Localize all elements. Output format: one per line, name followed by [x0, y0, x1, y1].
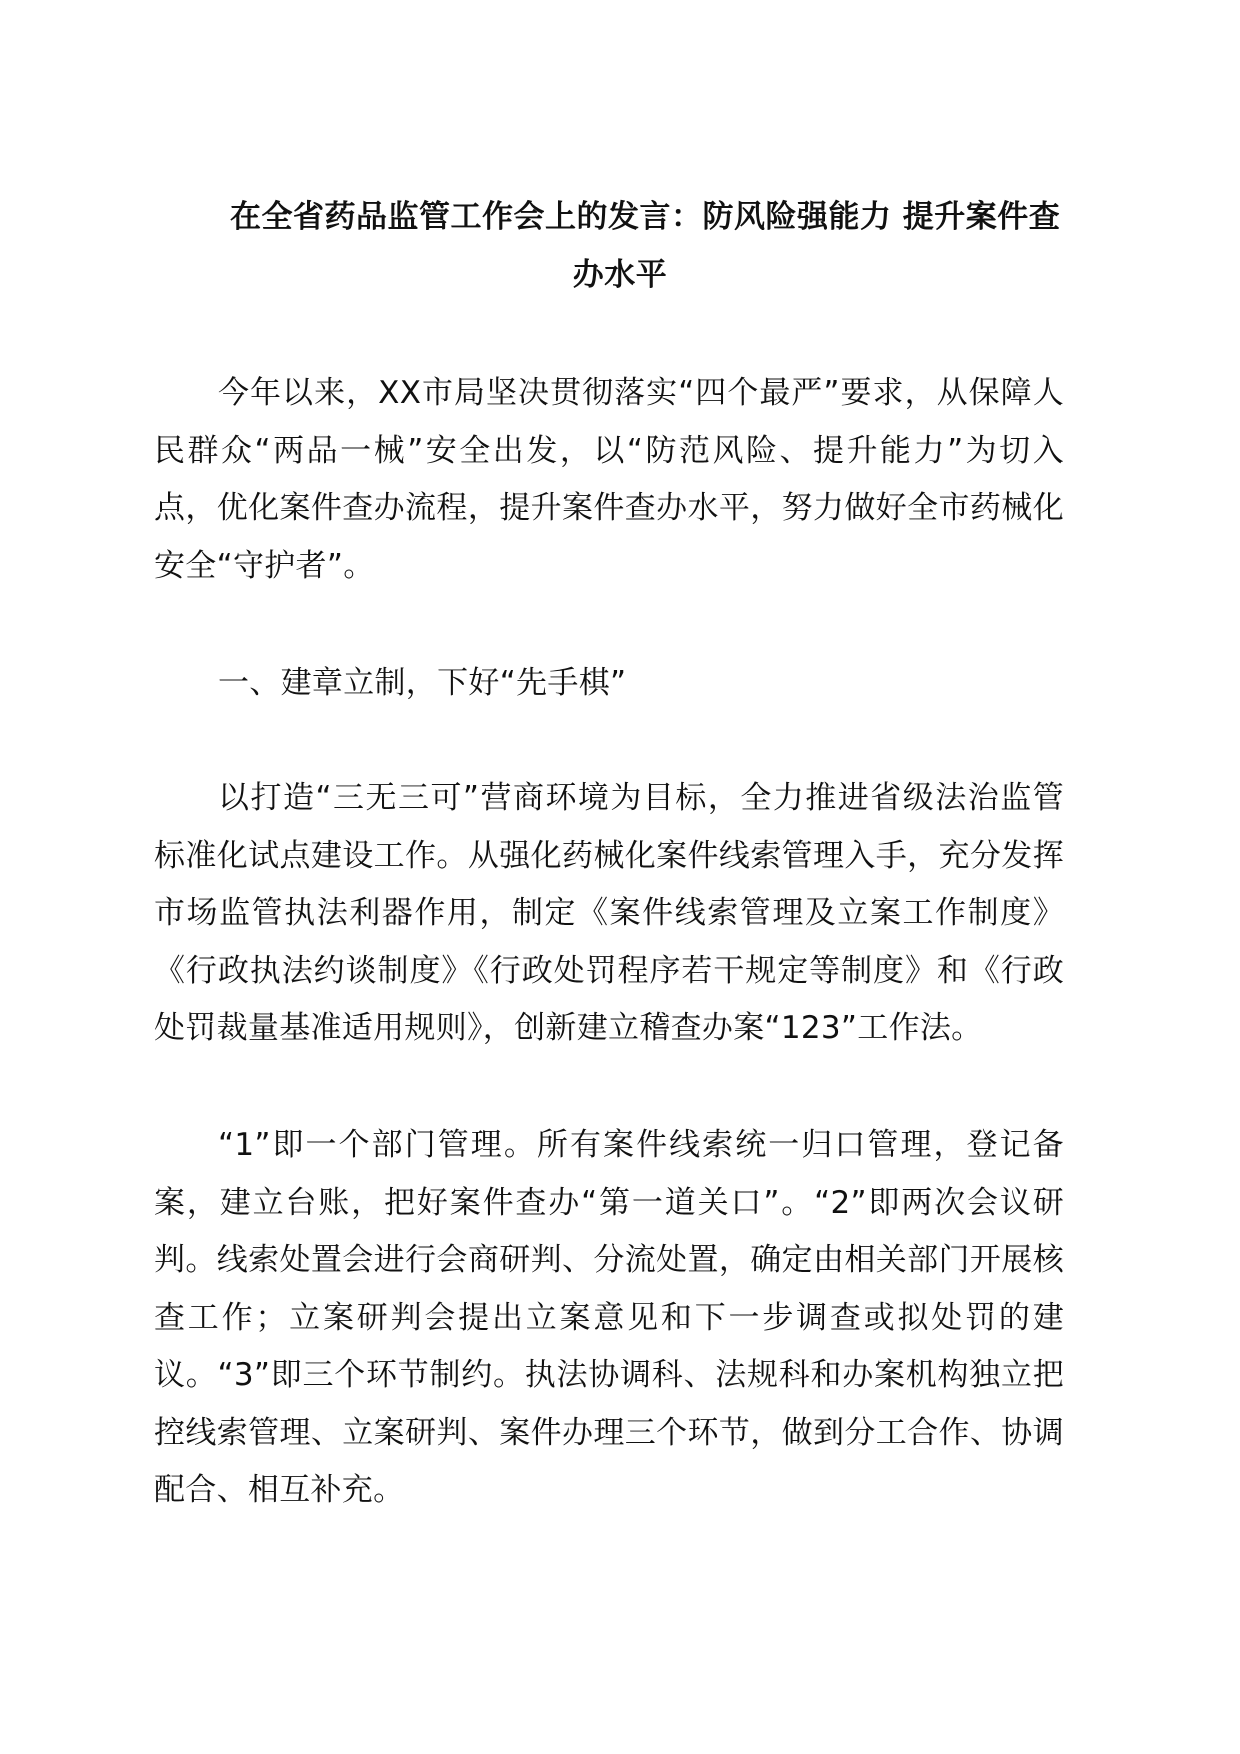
title-line-2: 办水平	[572, 257, 668, 293]
document-title	[230, 188, 1070, 304]
section-1-paragraph: 以打造“三无三可”营商环境为目标，全力推进省级法治监管标准化试点建设工作。从强化药械化案件线索管理入手，充分发挥市场监管执法利器作用，制定《案件线索管理及立案工作制度》《行政执法约谈制度》《行政处罚程序若干规定等制度》和《行政处罚裁量基准适用规则》，创新建立稽查办案“123”工作法。	[154, 780, 1064, 1046]
section-heading-1: 一、建章立制，下好“先手棋”	[218, 665, 627, 701]
method-123-paragraph: “1”即一个部门管理。所有案件线索统一归口管理，登记备案，建立台账，把好案件查办“第一道关口”。“2”即两次会议研判。线索处置会进行会商研判、分流处置，确定由相关部门开展核查工作；立案研判会提出立案意见和下一步调查或拟处罚的建议。“3”即三个环节制约。执法协调科、法规科和办案机构独立把控线索管理、立案研判、案件办理三个环节，做到分工合作、协调配合、相互补充。	[154, 1127, 1064, 1508]
title-line-1: 在全省药品监管工作会上的发言：防风险强能力 提升案件查	[230, 199, 1061, 235]
intro-paragraph: 今年以来，XX市局坚决贯彻落实“四个最严”要求，从保障人民群众“两品一械”安全出发，以“防范风险、提升能力”为切入点，优化案件查办流程，提升案件查办水平，努力做好全市药械化安全“守护者”。	[154, 375, 1064, 584]
